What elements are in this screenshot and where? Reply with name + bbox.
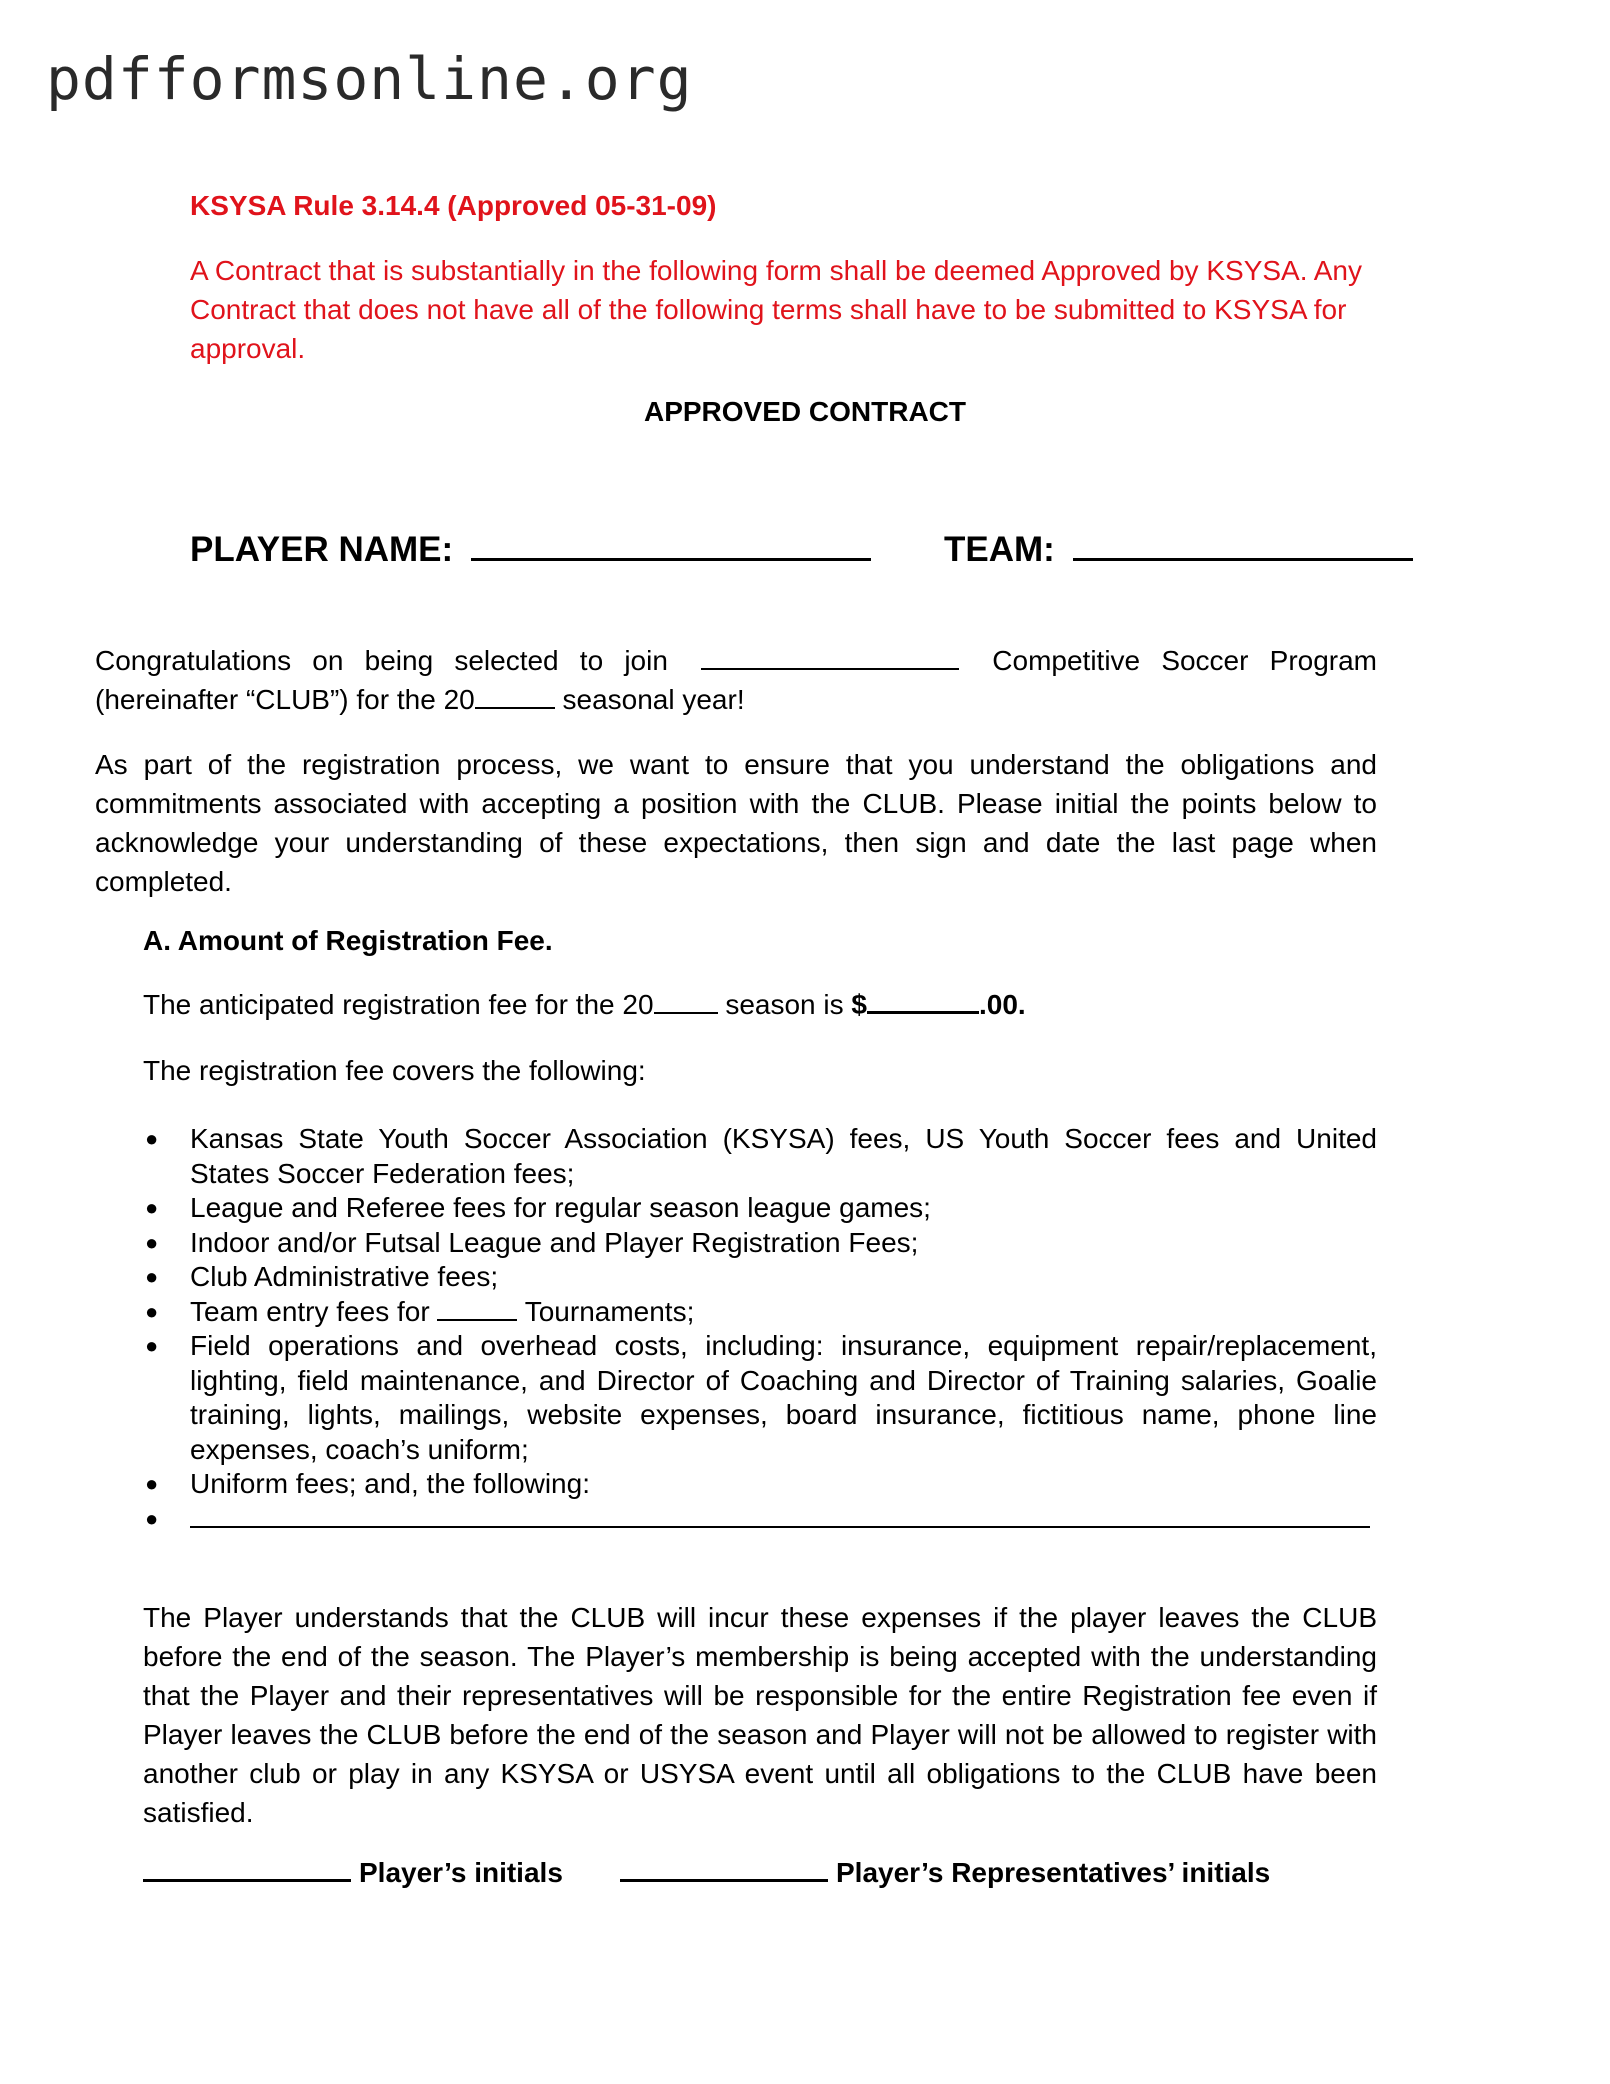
list-item: ● Team entry fees for Tournaments; (143, 1295, 1377, 1330)
reps-initials-blank[interactable] (620, 1878, 828, 1882)
player-name-field (190, 530, 871, 570)
reps-initials-label: Player’s Representatives’ initials (836, 1857, 1271, 1888)
players-initials-field (143, 1857, 563, 1889)
list-item: ● Indoor and/or Futsal League and Player Registration Fees; (143, 1226, 1377, 1261)
bullet-icon: ● (145, 1333, 159, 1358)
team-label: TEAM: (944, 530, 1055, 569)
fee-dollar: $ (851, 989, 867, 1020)
list-item: ● Club Administrative fees; (143, 1260, 1377, 1295)
club-name-blank[interactable] (701, 667, 959, 670)
registration-paragraph: As part of the registration process, we want to ensure that you understand the obligations and commitments associated with accepting a position with the CLUB. Please initial the points below to acknowledge your understanding of these expectations, then sign and date the last page when completed. (95, 749, 1377, 897)
fee-text-2: season is (725, 989, 844, 1020)
fee-cents: .00. (978, 989, 1026, 1020)
reps-initials-field (620, 1857, 1270, 1889)
team-field (944, 530, 1413, 570)
players-initials-label: Player’s initials (359, 1857, 563, 1888)
congrats-text-1: Congratulations on being selected to join (95, 645, 668, 676)
list-item: ● Field operations and overhead costs, including: insurance, equipment repair/replacement, lighting, field maintenance, and Director of Coaching and Director of Training salaries, Goalie training, lights, mailings, website expenses, board insurance, fictitious name, phone line expenses, coach’s uniform; (145, 1330, 1377, 1465)
other-fees-blank[interactable] (190, 1525, 1370, 1528)
fee-year-blank[interactable] (654, 1011, 718, 1014)
congrats-paragraph (95, 641, 1377, 719)
bullet-icon: ● (145, 1264, 159, 1289)
list-item: ● Kansas State Youth Soccer Association (KSYSA) fees, US Youth Soccer fees and United States Soccer Federation fees; (145, 1123, 1377, 1189)
covers-line: The registration fee covers the following: (143, 1055, 646, 1086)
watermark-logo-text: pdfformsonline.org (46, 45, 693, 113)
year-blank[interactable] (475, 706, 555, 709)
section-a-heading: A. Amount of Registration Fee. (143, 925, 553, 956)
rule-text: A Contract that is substantially in the following form shall be deemed Approved by KSYSA. Any Contract that does not have all of the following terms shall have to be submitted to KSYSA for approval. (190, 255, 1362, 364)
fee-amount-blank[interactable] (867, 1010, 979, 1014)
contract-title: APPROVED CONTRACT (643, 396, 966, 427)
list-item (143, 1502, 1377, 1537)
players-initials-blank[interactable] (143, 1878, 351, 1882)
player-name-blank[interactable] (471, 557, 871, 561)
congrats-text-2: Competitive Soccer Program (hereinafter “CLUB”) for the 20 (95, 645, 1378, 715)
fee-line (143, 989, 1026, 1021)
congrats-text-3: seasonal year! (562, 684, 745, 715)
tournaments-count-blank[interactable] (437, 1318, 517, 1321)
bullet-icon: ● (145, 1195, 159, 1220)
list-item: ● League and Referee fees for regular season league games; (143, 1191, 1377, 1226)
bullet-icon: ● (145, 1505, 159, 1531)
bullet-icon: ● (145, 1298, 159, 1324)
fee-text-1: The anticipated registration fee for the 20 (143, 989, 654, 1020)
list-item: ● Uniform fees; and, the following: (143, 1467, 1377, 1502)
bullet-icon: ● (145, 1126, 159, 1151)
bullet-icon: ● (145, 1471, 159, 1496)
team-blank[interactable] (1073, 557, 1413, 561)
understands-paragraph: The Player understands that the CLUB will incur these expenses if the player leaves the CLUB before the end of the season. The Player’s membership is being accepted with the understanding that the Player and their representatives will be responsible for the entire Registration fee even if Player leaves the CLUB before the end of the season and Player will not be allowed to register with another club or play in any KSYSA or USYSA event until all obligations to the CLUB have been satisfied. (143, 1602, 1377, 1828)
fee-items-list (143, 1122, 1377, 1536)
bullet-icon: ● (145, 1229, 159, 1255)
rule-heading: KSYSA Rule 3.14.4 (Approved 05-31-09) (190, 190, 717, 221)
player-name-label: PLAYER NAME: (190, 530, 454, 569)
